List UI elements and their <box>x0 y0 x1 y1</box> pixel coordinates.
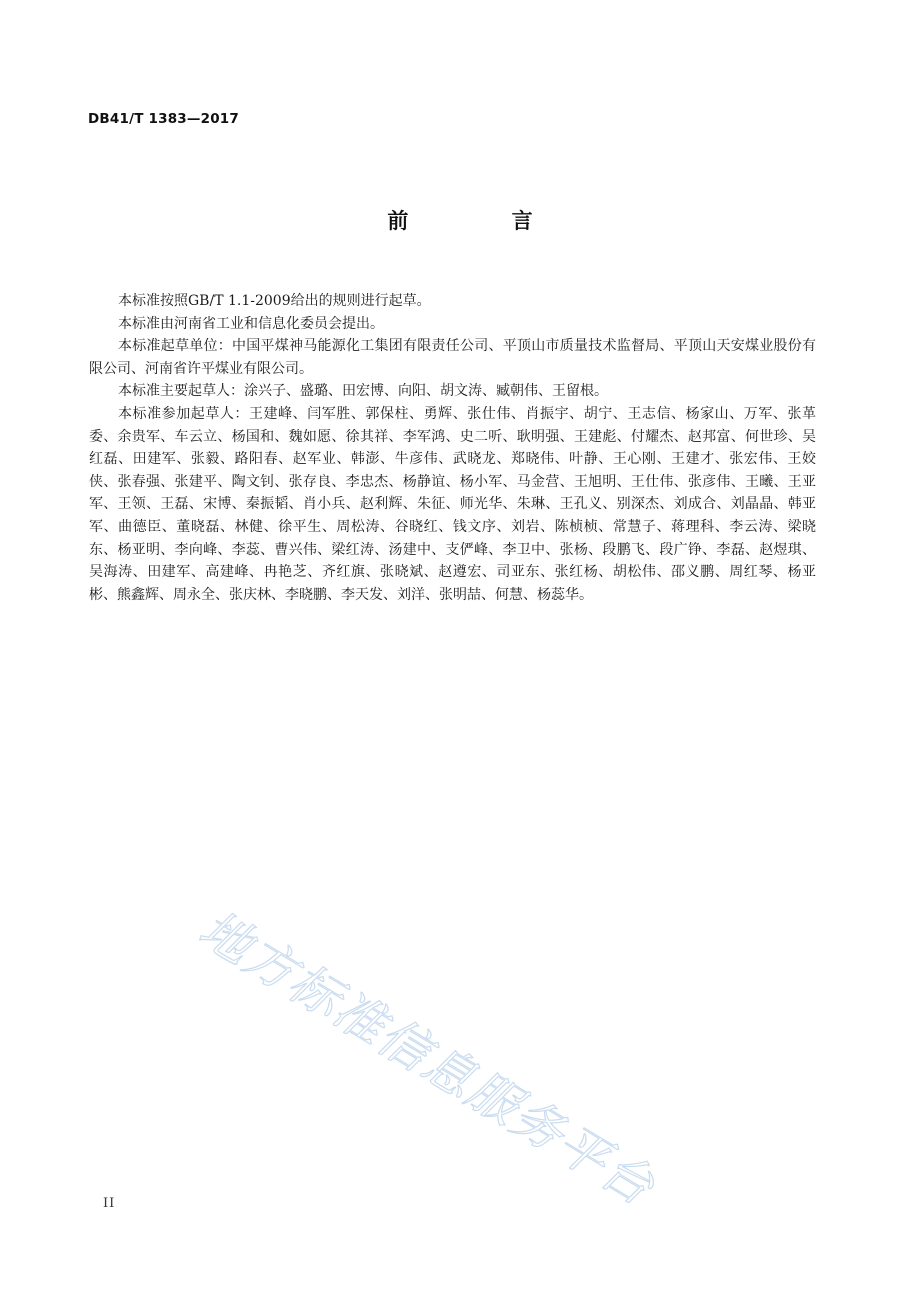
paragraph-drafting-rules: 本标准按照GB/T 1.1-2009给出的规则进行起草。 <box>118 293 431 309</box>
section-title: 前 言 <box>387 209 581 233</box>
paragraph-drafting-units: 本标准起草单位：中国平煤神马能源化工集团有限责任公司、平顶山市质量技术监督局、平顶山天安煤业股份有限公司、河南省许平煤业有限公司。 <box>89 338 816 377</box>
paragraph-proposer: 本标准由河南省工业和信息化委员会提出。 <box>118 315 384 332</box>
paragraph-main-drafters: 本标准主要起草人：涂兴子、盛璐、田宏博、向阳、胡文涛、臧朝伟、王留根。 <box>118 383 608 400</box>
watermark-text: 地方标准信息服务平台 <box>189 899 666 1217</box>
foreword-body <box>89 290 816 606</box>
page-number: II <box>103 1196 116 1211</box>
document-code: DB41/T 1383—2017 <box>88 111 239 127</box>
paragraph-participating-drafters: 本标准参加起草人：王建峰、闫军胜、郭保柱、勇辉、张仕伟、肖振宇、胡宁、王志信、杨家山、万军、张革委、余贵军、车云立、杨国和、魏如愿、徐其祥、李军鸿、史二听、耿明强、王建彪、付耀杰、赵邦富、何世珍、吴红磊、田建军、张毅、路阳春、赵军业、韩澎、牛彦伟、武晓龙、郑晓伟、叶静、王心刚、王建才、张宏伟、王姣侠、张春强、张建平、陶文钊、张存良、李忠杰、杨静谊、杨小军、马金营、王旭明、王仕伟、张彦伟、王曦、王亚军、王领、王磊、宋博、秦振韬、肖小兵、赵利辉、朱征、师光华、朱琳、王孔义、别深杰、刘成合、刘晶晶、韩亚军、曲德臣、董晓磊、林健、徐平生、周松涛、谷晓红、钱文序、刘岩、陈桢桢、常慧子、蒋理科、李云涛、梁晓东、杨亚明、李向峰、李蕊、曹兴伟、梁红涛、汤建中、支俨峰、李卫中、张杨、段鹏飞、段广铮、李磊、赵煜琪、吴海涛、田建军、高建峰、冉艳芝、齐红旗、张晓斌、赵遵宏、司亚东、张红杨、胡松伟、邵义鹏、周红琴、杨亚彬、熊鑫辉、周永全、张庆林、李晓鹏、李天发、刘洋、张明喆、何慧、杨蕊华。 <box>89 405 816 603</box>
